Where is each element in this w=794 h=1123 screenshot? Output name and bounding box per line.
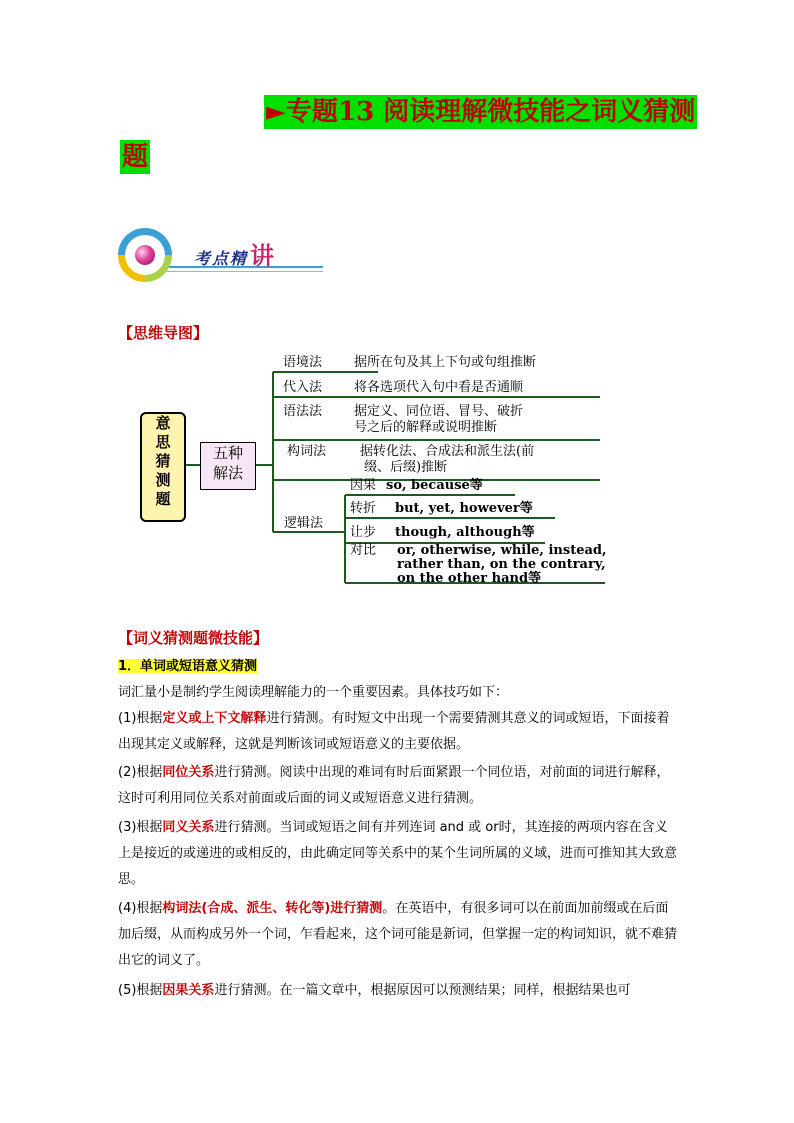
root-char: 意: [155, 414, 171, 432]
page-title-line-1: ►专题13 阅读理解微技能之词义猜测: [266, 97, 696, 127]
mindmap-root-box: [140, 412, 186, 522]
para-body: 进行猜测。当词或短语之间有并列连词 and 或 or时，其连接的两项内容在含义上是接近的或递进的或相反的，由此确定同等关系中的某个生词所属的义域，进而可推知其大致意思。: [118, 820, 678, 887]
technique-paragraph-2: [118, 760, 678, 812]
technique-paragraph-5: [118, 978, 678, 1004]
logic-desc: on the other hand等: [397, 571, 542, 586]
para-body: 进行猜测。有时短文中出现一个需要猜测其意义的词或短语，下面接着出现其定义或解释，这就是判断该词或短语意义的主要依据。: [118, 711, 670, 752]
para-prefix: (3)根据: [118, 820, 163, 835]
logic-desc: so, because等: [386, 478, 483, 493]
subsection-title-text: 1．单词或短语意义猜测: [118, 659, 258, 674]
method-desc: 缀、后缀)推断: [364, 460, 448, 475]
logic-name: 对比: [350, 543, 377, 558]
logic-desc: rather than, on the contrary,: [397, 557, 606, 572]
method-desc: 据转化法、合成法和派生法(前: [360, 444, 535, 459]
banner-text-big: 讲: [250, 241, 277, 270]
para-body: 进行猜测。阅读中出现的难词有时后面紧跟一个同位语，对前面的词进行解释，这时可利用同位关系对前面或后面的词义或短语意义进行猜测。: [118, 765, 670, 806]
para-highlight: 同位关系: [162, 765, 215, 780]
root-char: 思: [155, 433, 171, 451]
method-desc: 将各选项代入句中看是否通顺: [354, 380, 524, 395]
para-prefix: (2)根据: [118, 765, 163, 780]
method-name: 构词法: [287, 444, 327, 459]
technique-paragraph-3: [118, 815, 678, 893]
mid-line: 五种: [212, 444, 243, 462]
method-name: 逻辑法: [284, 516, 324, 531]
intro-paragraph: 词汇量小是制约学生阅读理解能力的一个重要因素。具体技巧如下：: [118, 685, 509, 700]
technique-paragraph-4: [118, 896, 678, 974]
method-desc: 号之后的解释或说明推断: [354, 420, 498, 435]
mindmap-heading: 【思维导图】: [118, 324, 209, 342]
page-title-line-2: 题: [122, 142, 149, 172]
para-body: 。在英语中，有很多词可以在前面加前缀或在后面加后缀，从而构成另外一个词，乍看起来，这个词可能是新词，但掌握一定的构词知识，就不难猜出它的词义了。: [118, 901, 678, 968]
para-body: 进行猜测。在一篇文章中，根据原因可以预测结果；同样，根据结果也可: [214, 983, 631, 998]
logic-desc: but, yet, however等: [395, 501, 533, 516]
logic-name: 因果: [350, 478, 377, 493]
method-desc: 据定义、同位语、冒号、破折: [354, 404, 524, 419]
para-highlight: 同义关系: [162, 820, 215, 835]
root-char: 测: [155, 471, 171, 489]
para-highlight: 定义或上下文解释: [162, 711, 267, 726]
method-name: 语法法: [283, 404, 323, 419]
method-desc: 据所在句及其上下句或句组推断: [354, 355, 537, 370]
mid-line: 解法: [212, 464, 243, 482]
logic-desc: though, although等: [395, 525, 535, 540]
subsection-title: [118, 655, 257, 674]
method-name: 代入法: [283, 380, 323, 395]
technique-paragraph-1: [118, 706, 678, 758]
para-prefix: (1)根据: [118, 711, 163, 726]
para-highlight: 构词法(合成、派生、转化等)进行猜测: [162, 901, 383, 916]
root-char: 题: [155, 490, 171, 508]
para-prefix: (5)根据: [118, 983, 163, 998]
skills-heading: 【词义猜测题微技能】: [118, 629, 269, 647]
mindmap-mid-box: [200, 442, 256, 490]
banner-text-small: 考点精: [194, 249, 249, 268]
logic-name: 转折: [350, 501, 377, 516]
para-prefix: (4)根据: [118, 901, 163, 916]
method-name: 语境法: [283, 355, 323, 370]
logic-desc: or, otherwise, while, instead,: [397, 543, 607, 558]
root-char: 猜: [155, 452, 171, 470]
para-highlight: 因果关系: [162, 983, 215, 998]
logic-name: 让步: [350, 525, 377, 540]
